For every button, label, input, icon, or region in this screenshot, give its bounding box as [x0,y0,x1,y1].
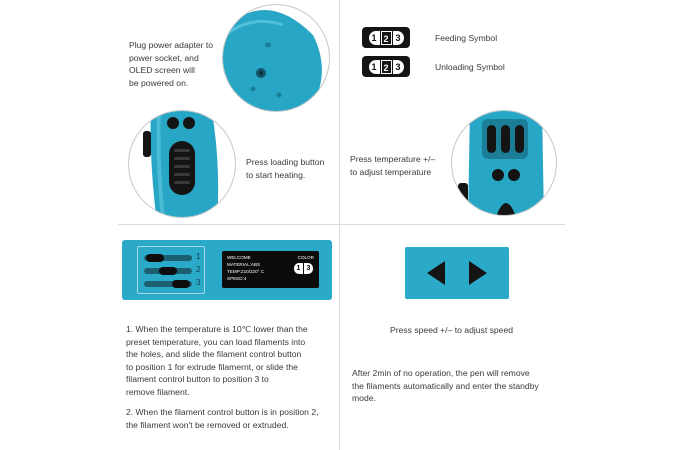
slider-num-2: 2 [196,265,201,274]
feeding-num-2: 2 [381,31,392,45]
slider-num-3: 3 [196,278,201,287]
speed-caption: Press speed +/– to adjust speed [390,325,514,335]
oled-screen [222,251,319,288]
temperature-button-photo [451,110,557,216]
oled-color-num-3: 3 [304,263,313,274]
unloading-num-2: 2 [381,60,392,74]
feeding-num-3: 3 [393,31,404,45]
power-socket-photo [222,4,330,112]
oled-temp: TEMP:210/220° C [227,269,265,274]
feeding-symbol-badge [362,27,410,48]
slider-slot-1 [144,255,192,261]
oled-speed: SPEED:4 [227,276,247,281]
slider-knob-icon [146,254,164,262]
slider-knob-icon [159,267,177,275]
filament-control-panel [122,240,332,300]
temperature-caption: Press temperature +/– to adjust temperature [350,154,436,177]
slider-slot-3 [144,281,192,287]
oled-color-label: COLOR [297,255,314,260]
slider-knob-icon [172,280,190,288]
left-arrow-icon [427,261,445,285]
slider-num-1: 1 [196,252,201,261]
unloading-num-1: 1 [369,60,380,74]
right-arrow-icon [469,261,487,285]
oled-color-badge [294,263,313,274]
power-caption: Plug power adapter to power socket, and OLED screen will be powered on. [129,40,214,88]
vertical-divider [339,0,340,450]
speed-arrow-panel [405,247,509,299]
filament-slider-box [137,246,205,294]
unloading-symbol-label: Unloading Symbol [435,62,505,72]
oled-welcome: WELCOME [227,255,251,260]
loading-caption: Press loading button to start heating. [246,157,325,180]
unloading-symbol-badge [362,56,410,77]
loading-button-photo [128,110,236,218]
oled-material: MATERIAL:ABS [227,262,261,267]
oled-color-num-1: 1 [294,263,303,274]
slider-slot-2 [144,268,192,274]
filament-notes: 1. When the temperature is 10℃ lower than the preset temperature, you can load filaments into the holes, and slide the filament control button to position 1 for extrude filamernt, or slide the filament control button to position 3 to remove filament. 2. When the filament control button is in position 2, the filament won't be removed or extruded. [126,324,319,430]
unloading-num-3: 3 [393,60,404,74]
feeding-num-1: 1 [369,31,380,45]
feeding-symbol-label: Feeding Symbol [435,33,498,43]
standby-notes: After 2min of no operation, the pen will remove the filaments automatically and enter the standby mode. [352,368,539,403]
horizontal-divider [118,224,565,225]
